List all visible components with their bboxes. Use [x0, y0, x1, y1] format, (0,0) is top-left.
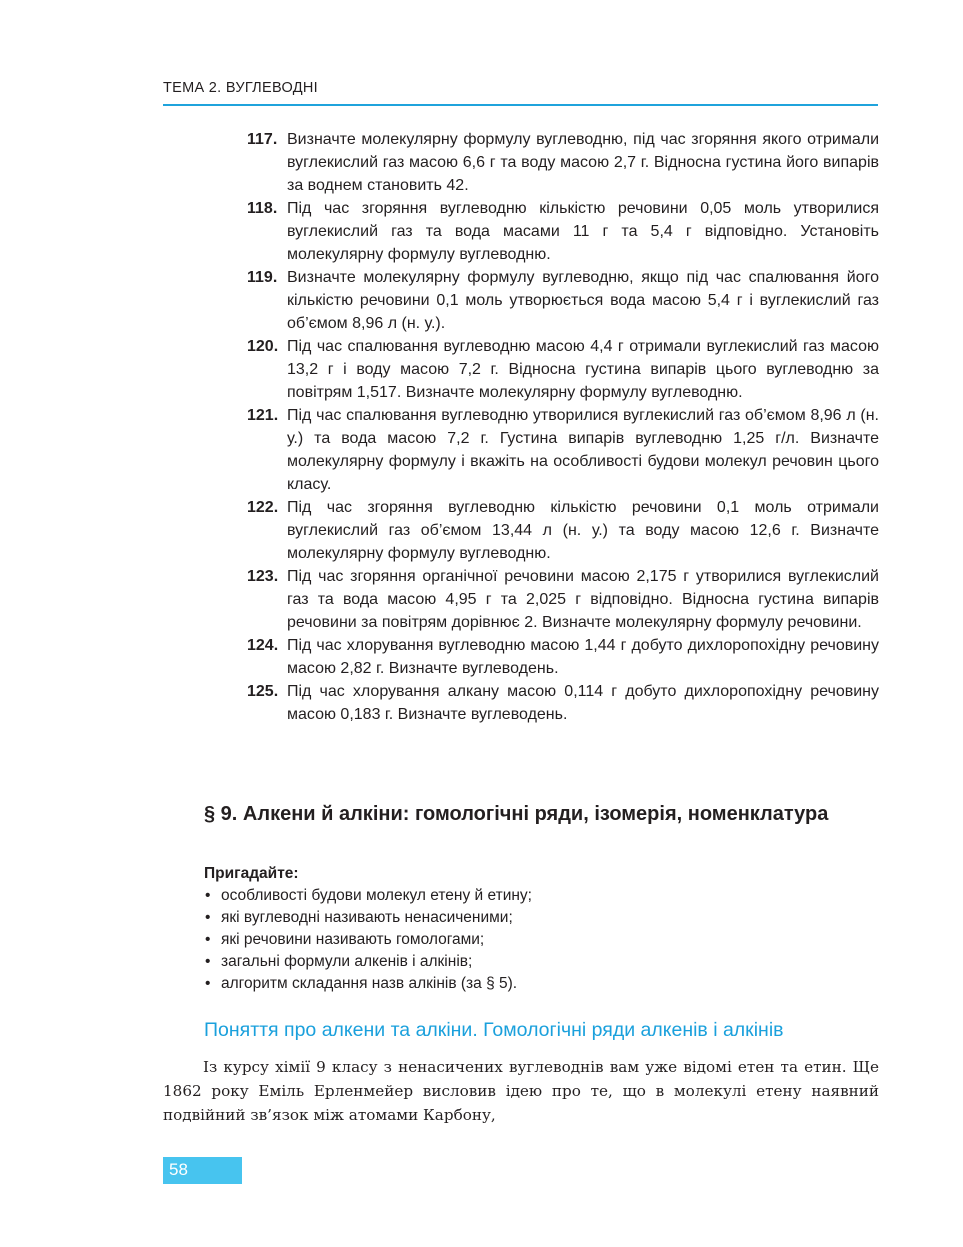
subsection-heading: Поняття про алкени та алкіни. Гомологічні ряди алкенів і алкінів [204, 1019, 784, 1041]
problem-122 [247, 496, 879, 565]
problem-text: Під час спалювання вуглеводню масою 4,4 г отримали вуглекислий газ масою 13,2 г і воду масою 7,2 г. Відносна густина випарів цього вуглеводню за повітрям 1,517. Визначте молекулярну формулу вуглеводню. [287, 338, 879, 401]
problem-text: Під час хлорування вуглеводню масою 1,44 г добуто дихлоропохідну речовину масою 2,82 г. Визначте вуглеводень. [287, 637, 879, 677]
section-title: § 9. Алкени й алкіни: гомологічні ряди, ізомерія, номенклатура [204, 803, 829, 825]
running-header: ТЕМА 2. ВУГЛЕВОДНІ [163, 80, 318, 96]
problem-number: 122. [247, 499, 279, 516]
problem-list [247, 128, 879, 726]
problem-text: Під час хлорування алкану масою 0,114 г добуто дихлоропохідну речовину масою 0,183 г. Визначте вуглеводень. [287, 683, 879, 723]
problem-number: 123. [247, 568, 279, 585]
problem-number: 119. [247, 269, 278, 286]
recall-item: • які вуглеводні називають ненасиченими; [204, 907, 844, 929]
problem-123 [247, 565, 879, 634]
problem-118 [247, 197, 879, 266]
header-rule [163, 104, 878, 106]
problem-119 [247, 266, 879, 335]
recall-box [204, 863, 844, 995]
problem-text: Визначте молекулярну формулу вуглеводню, якщо під час спалювання його кількістю речовини 0,1 моль утворюється вода масою 5,4 г і вуглекислий газ об’ємом 8,96 л (н. у.). [287, 269, 879, 332]
problem-124 [247, 634, 879, 680]
recall-item: • особливості будови молекул етену й етину; [204, 885, 844, 907]
problem-number: 121. [247, 407, 279, 424]
page-number-box [163, 1157, 242, 1184]
problem-text: Під час згоряння вуглеводню кількістю речовини 0,05 моль утворилися вуглекислий газ та вода масами 11 г та 5,4 г відповідно. Установіть молекулярну формулу вуглеводню. [287, 200, 879, 263]
problem-117 [247, 128, 879, 197]
problem-number: 125. [247, 683, 279, 700]
problem-120 [247, 335, 879, 404]
problem-text: Визначте молекулярну формулу вуглеводню, під час згоряння якого отримали вуглекислий газ масою 6,6 г та воду масою 2,7 г. Відносна густина його випарів за воднем становить 42. [287, 131, 879, 194]
recall-item: • які речовини називають гомологами; [204, 929, 844, 951]
problem-text: Під час згоряння вуглеводню кількістю речовини 0,1 моль отримали вуглекислий газ об’ємом 13,44 л (н. у.) та воду масою 12,6 г. Визначте молекулярну формулу вуглеводню. [287, 499, 879, 562]
recall-item: • загальні формули алкенів і алкінів; [204, 951, 844, 973]
problem-125 [247, 680, 879, 726]
body-paragraph-text: Із курсу хімії 9 класу з ненасичених вуглеводнів вам уже відомі етен та етин. Ще 1862 року Еміль Ерленмейер висловив ідею про те, що в молекулі етену наявний подвійний зв’язок між атомами Карбону, [163, 1058, 879, 1124]
problem-121 [247, 404, 879, 496]
recall-list [204, 885, 844, 995]
problem-number: 118. [247, 200, 278, 217]
problem-text: Під час спалювання вуглеводню утворилися вуглекислий газ об’ємом 8,96 л (н. у.) та вода масою 7,2 г. Густина випарів вуглеводню 1,25 г/л. Визначте молекулярну формулу і вкажіть на особливості будови молекул речовин цього класу. [287, 407, 879, 493]
problem-number: 120. [247, 338, 279, 355]
body-paragraph [163, 1055, 879, 1127]
recall-heading: Пригадайте: [204, 865, 299, 882]
problem-text: Під час згоряння органічної речовини масою 2,175 г утворилися вуглекислий газ та вода масою 4,95 г та 2,025 г відповідно. Відносна густина випарів речовини за повітрям дорівнює 2. Визначте молекулярну формулу речовини. [287, 568, 879, 631]
page-number: 58 [169, 1160, 188, 1179]
recall-item: • алгоритм складання назв алкінів (за § 5). [204, 973, 844, 995]
problem-number: 124. [247, 637, 279, 654]
problem-number: 117. [247, 131, 278, 148]
